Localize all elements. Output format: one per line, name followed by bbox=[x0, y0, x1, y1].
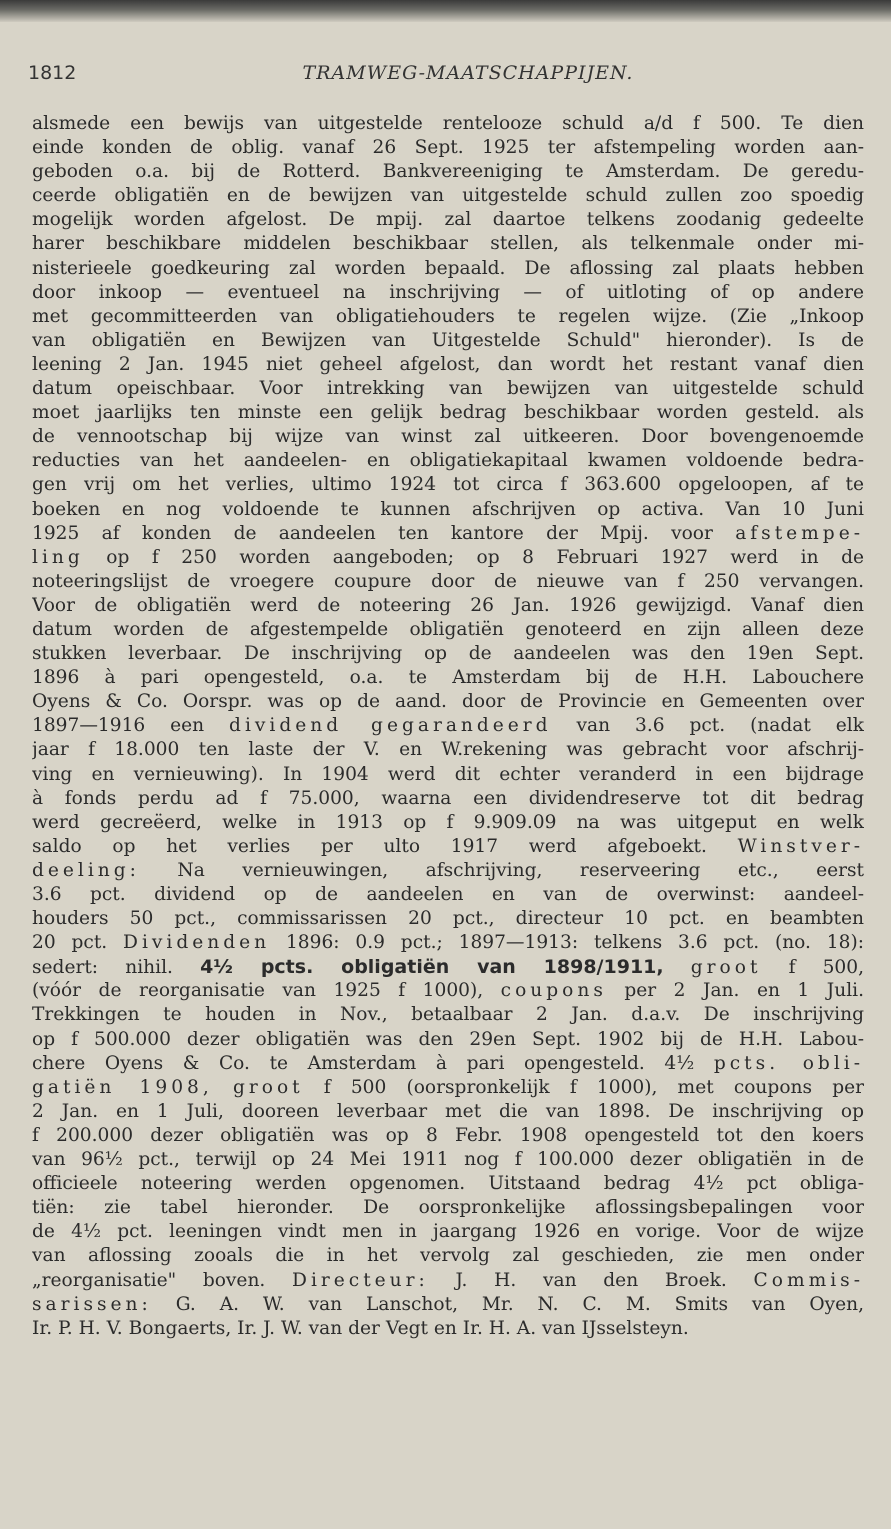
spaced-emphasis: Dividenden bbox=[123, 932, 271, 954]
text-segment: op f 500.000 dezer obligatiën was den 29en Sept. 1902 bij de H.H. Labou- bbox=[32, 1028, 864, 1050]
text-line bbox=[32, 257, 864, 281]
text-line bbox=[32, 907, 864, 931]
spaced-emphasis: deeling: bbox=[32, 859, 140, 881]
text-line bbox=[32, 522, 864, 546]
text-segment: sedert: nihil. bbox=[32, 957, 201, 979]
text-segment: „reorganisatie" boven. bbox=[32, 1269, 293, 1291]
text-segment bbox=[664, 957, 691, 978]
text-line bbox=[32, 305, 864, 329]
text-line bbox=[32, 763, 864, 787]
text-segment: Voor de obligatiën werd de noteering 26 Jan. 1926 gewijzigd. Vanaf dien bbox=[32, 594, 864, 616]
text-line bbox=[32, 642, 864, 666]
text-line bbox=[32, 377, 864, 401]
text-segment: 20 pct. bbox=[32, 932, 124, 954]
text-segment: moet jaarlijks ten minste een gelijk bedrag beschikbaar worden gesteld. als bbox=[32, 402, 864, 424]
text-segment: einde konden de oblig. vanaf 26 Sept. 1925 ter afstempeling worden aan- bbox=[32, 137, 864, 159]
spaced-emphasis: pcts. obli- bbox=[713, 1052, 864, 1074]
text-segment: houders 50 pct., commissarissen 20 pct., directeur 10 pct. en beambten bbox=[32, 908, 864, 930]
text-line bbox=[32, 1028, 864, 1052]
bold-heading: 4½ pcts. obligatiën van 1898/1911, bbox=[200, 956, 664, 979]
text-segment: van aflossing zooals die in het vervolg zal geschieden, zie men onder bbox=[32, 1245, 864, 1267]
text-segment: 2 Jan. en 1 Juli, dooreen leverbaar met die van 1898. De inschrijving op bbox=[32, 1100, 864, 1122]
text-line bbox=[32, 859, 864, 883]
text-segment: werd gecreëerd, welke in 1913 op f 9.909.09 na was uitgeput en welk bbox=[32, 811, 864, 833]
text-segment: 3.6 pct. dividend op de aandeelen en van de overwinst: aandeel- bbox=[32, 884, 864, 905]
page-top-edge bbox=[0, 0, 891, 22]
text-segment: 1897—1916 een bbox=[32, 715, 230, 737]
spaced-emphasis: gatiën 1908, bbox=[32, 1076, 213, 1098]
text-segment: met gecommitteerden van obligatiehouders te regelen wijze. (Zie „Inkoop bbox=[32, 305, 864, 327]
text-segment: datum worden de afgestempelde obligatiën genoteerd en zijn alleen deze bbox=[32, 618, 864, 640]
text-segment: leening 2 Jan. 1945 niet geheel afgelost, dan wordt het restant vanaf dien bbox=[32, 353, 864, 375]
text-line bbox=[32, 1172, 864, 1196]
text-segment: f 500 (oorspronkelijk f 1000), met coupons per bbox=[303, 1076, 864, 1098]
text-line bbox=[32, 1220, 864, 1244]
text-line bbox=[32, 353, 864, 377]
text-line bbox=[32, 208, 864, 232]
text-segment: Ir. P. H. V. Bongaerts, Ir. J. W. van der Vegt en Ir. H. A. van IJsselsteyn. bbox=[32, 1317, 689, 1339]
text-segment: op f 250 worden aangeboden; op 8 Februari 1927 werd in de bbox=[83, 546, 864, 568]
text-line bbox=[32, 498, 864, 522]
text-line bbox=[32, 1100, 864, 1124]
text-segment: à fonds perdu ad f 75.000, waarna een dividendreserve tot dit bedrag bbox=[32, 787, 864, 809]
text-segment: officieele noteering werden opgenomen. Uitstaand bedrag 4½ pct obliga- bbox=[32, 1173, 864, 1195]
text-segment: Na vernieuwingen, afschrijving, reserveering etc., eerst bbox=[139, 859, 864, 881]
spaced-emphasis: sarissen: bbox=[32, 1293, 152, 1315]
text-segment: boeken en nog voldoende te kunnen afschrijven op activa. Van 10 Juni bbox=[32, 498, 864, 520]
text-segment: noteeringslijst de vroegere coupure door de nieuwe van f 250 vervangen. bbox=[32, 570, 864, 592]
text-line bbox=[32, 473, 864, 497]
running-title: TRAMWEG-MAATSCHAPPIJEN. bbox=[302, 62, 634, 84]
text-line bbox=[32, 690, 864, 714]
spaced-emphasis: dividend gegarandeerd bbox=[229, 715, 552, 737]
text-segment: de vennootschap bij wijze van winst zal uitkeeren. Door bovengenoemde bbox=[32, 426, 864, 448]
text-line bbox=[32, 1196, 864, 1220]
text-line bbox=[32, 883, 864, 907]
text-line bbox=[32, 281, 864, 305]
text-segment: (vóór de reorganisatie van 1925 f 1000), bbox=[32, 980, 501, 1002]
text-segment: G. A. W. van Lanschot, Mr. N. C. M. Smits van Oyen, bbox=[151, 1293, 864, 1315]
text-line bbox=[32, 232, 864, 256]
text-line bbox=[32, 787, 864, 811]
text-segment: gen vrij om het verlies, ultimo 1924 tot circa f 363.600 opgeloopen, af te bbox=[32, 474, 864, 496]
text-segment: datum opeischbaar. Voor intrekking van bewijzen van uitgestelde schuld bbox=[32, 378, 864, 400]
text-line bbox=[32, 618, 864, 642]
text-segment: van 96½ pct., terwijl op 24 Mei 1911 nog f 100.000 dezer obligatiën in de bbox=[32, 1149, 864, 1171]
text-segment: chere Oyens & Co. te Amsterdam à pari opengesteld. 4½ bbox=[32, 1052, 714, 1074]
text-line bbox=[32, 425, 864, 449]
text-segment: alsmede een bewijs van uitgestelde rentelooze schuld a/d f 500. Te dien bbox=[32, 113, 864, 134]
text-line bbox=[32, 112, 864, 136]
text-line bbox=[32, 570, 864, 594]
text-segment: geboden o.a. bij de Rotterd. Bankvereeniging te Amsterdam. De geredu- bbox=[32, 161, 864, 183]
spaced-emphasis: Winstver- bbox=[737, 835, 864, 857]
spaced-emphasis: coupons bbox=[500, 980, 607, 1002]
text-line bbox=[32, 738, 864, 762]
text-line bbox=[32, 329, 864, 353]
text-line bbox=[32, 1269, 864, 1293]
text-segment: tiën: zie tabel hieronder. De oorspronkelijke aflossingsbepalingen voor bbox=[32, 1197, 864, 1219]
body-text bbox=[32, 112, 864, 1341]
page-number: 1812 bbox=[28, 62, 77, 84]
text-segment: Trekkingen te houden in Nov., betaalbaar 2 Jan. d.a.v. De inschrijving bbox=[32, 1004, 864, 1026]
text-line bbox=[32, 1076, 864, 1100]
text-segment: f 200.000 dezer obligatiën was op 8 Febr. 1908 opengesteld tot den koers bbox=[32, 1124, 864, 1146]
page-header bbox=[28, 58, 868, 94]
text-segment: per 2 Jan. en 1 Juli. bbox=[606, 980, 864, 1002]
text-line bbox=[32, 1317, 864, 1341]
text-segment: de 4½ pct. leeningen vindt men in jaargang 1926 en vorige. Voor de wijze bbox=[32, 1221, 864, 1243]
text-segment bbox=[213, 1077, 233, 1098]
text-segment: nisterieele goedkeuring zal worden bepaald. De aflossing zal plaats hebben bbox=[32, 257, 864, 279]
spaced-emphasis: groot bbox=[232, 1076, 304, 1098]
text-segment: Oyens & Co. Oorspr. was op de aand. door de Provincie en Gemeenten over bbox=[32, 691, 864, 713]
text-line bbox=[32, 136, 864, 160]
text-line bbox=[32, 979, 864, 1003]
text-line bbox=[32, 835, 864, 859]
text-segment: mogelijk worden afgelost. De mpij. zal daartoe telkens zoodanig gedeelte bbox=[32, 209, 864, 231]
text-segment: reducties van het aandeelen- en obligatiekapitaal kwamen voldoende bedra- bbox=[32, 450, 864, 472]
text-line bbox=[32, 594, 864, 618]
spaced-emphasis: ling bbox=[32, 546, 84, 568]
text-segment: J. H. van den Broek. bbox=[428, 1269, 754, 1291]
text-line bbox=[32, 666, 864, 690]
text-line bbox=[32, 714, 864, 738]
text-segment: ving en vernieuwing). In 1904 werd dit echter veranderd in een bijdrage bbox=[32, 763, 864, 785]
text-line bbox=[32, 1003, 864, 1027]
text-segment: door inkoop — eventueel na inschrijving — of uitloting of op andere bbox=[32, 281, 864, 303]
spaced-emphasis: Directeur: bbox=[292, 1269, 429, 1291]
text-segment: stukken leverbaar. De inschrijving op de aandeelen was den 19en Sept. bbox=[32, 643, 864, 665]
text-line bbox=[32, 1124, 864, 1148]
text-segment: saldo op het verlies per ulto 1917 werd afgeboekt. bbox=[32, 835, 738, 857]
text-line bbox=[32, 955, 864, 979]
text-segment: van obligatiën en Bewijzen van Uitgestelde Schuld" hieronder). Is de bbox=[32, 329, 864, 351]
text-segment: f 500, bbox=[761, 957, 864, 979]
text-line bbox=[32, 160, 864, 184]
text-line bbox=[32, 1244, 864, 1268]
text-line bbox=[32, 1293, 864, 1317]
spaced-emphasis: groot bbox=[690, 957, 762, 979]
text-line bbox=[32, 449, 864, 473]
text-segment: ceerde obligatiën en de bewijzen van uitgestelde schuld zullen zoo spoedig bbox=[32, 185, 864, 207]
text-segment: 1896 à pari opengesteld, o.a. te Amsterdam bij de H.H. Labouchere bbox=[32, 667, 864, 689]
text-segment: van 3.6 pct. (nadat elk bbox=[551, 715, 864, 737]
text-segment: harer beschikbare middelen beschikbaar stellen, als telkenmale onder mi- bbox=[32, 233, 864, 255]
text-segment: 1896: 0.9 pct.; 1897—1913: telkens 3.6 pct. (no. 18): bbox=[270, 932, 864, 954]
spaced-emphasis: afstempe- bbox=[735, 522, 864, 544]
text-line bbox=[32, 1052, 864, 1076]
text-segment: jaar f 18.000 ten laste der V. en W.rekening was gebracht voor afschrij- bbox=[32, 739, 864, 761]
text-line bbox=[32, 401, 864, 425]
text-segment: 1925 af konden de aandeelen ten kantore der Mpij. voor bbox=[32, 522, 736, 544]
text-line bbox=[32, 1148, 864, 1172]
text-line bbox=[32, 546, 864, 570]
text-line bbox=[32, 811, 864, 835]
text-line bbox=[32, 184, 864, 208]
text-line bbox=[32, 931, 864, 955]
spaced-emphasis: Commis- bbox=[753, 1269, 864, 1291]
